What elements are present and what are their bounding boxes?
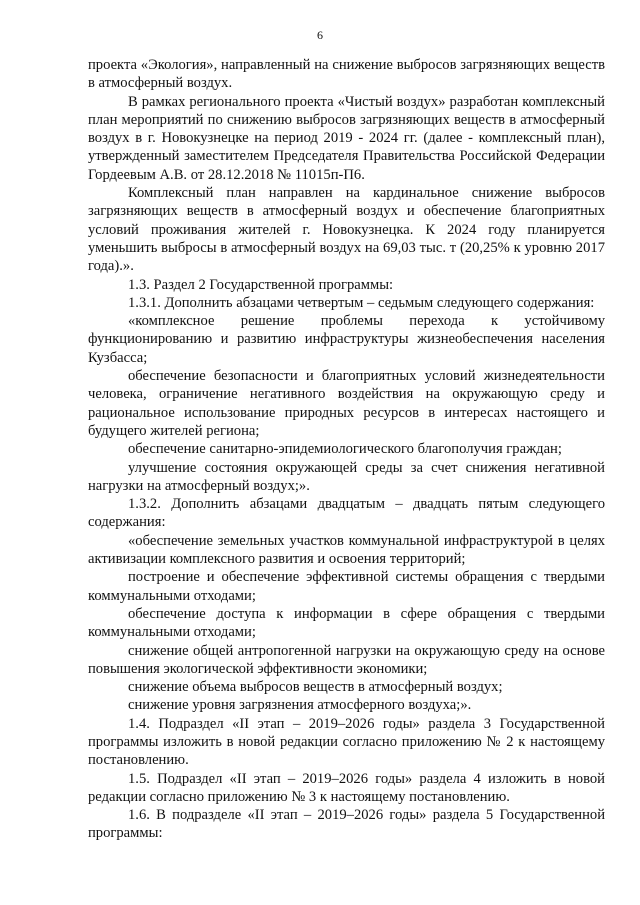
paragraph-list-item: обеспечение доступа к информации в сфере обращения с твердыми коммунальными отходами; [88,605,605,641]
paragraph-item-1-5: 1.5. Подраздел «II этап – 2019–2026 годы» раздела 4 изложить в новой редакции согласно приложению № 3 к настоящему постановлению. [88,770,605,805]
paragraph-item-1-3-2: 1.3.2. Дополнить абзацами двадцатым – двадцать пятым следующего содержания: [88,496,605,531]
paragraph-list-item: снижение общей антропогенной нагрузки на окружающую среду на основе повышения экологической эффективности экономики; [88,642,605,677]
paragraph-list-item: снижение уровня загрязнения атмосферного воздуха;». [128,697,472,714]
paragraph-continuation: проекта «Экология», направленный на снижение выбросов загрязняющих веществ в атмосферный воздух. [88,57,605,92]
paragraph-item-1-6: 1.6. В подразделе «II этап – 2019–2026 годы» раздела 5 Государственной программы: [88,807,605,842]
paragraph-list-item: обеспечение санитарно-эпидемиологического благополучия граждан; [128,441,562,458]
paragraph-list-item: улучшение состояния окружающей среды за счет снижения негативной нагрузки на атмосферный воздух;». [88,459,605,494]
paragraph-list-item: обеспечение безопасности и благоприятных условий жизнедеятельности человека, ограничение негативного воздействия на окружающую среду и рациональное использование природных ресурсов в интересах настоящего и будущего жителей региона; [88,368,605,439]
paragraph-complex-plan: Комплексный план направлен на кардинальное снижение выбросов загрязняющих веществ в атмосферный воздух и обеспечение благоприятных условий проживания жителей г. Новокузнецка. К 2024 году планируется уменьшить выбросы в атмосферный воздух на 69,03 тыс. т (20,25% к уровню 2017 года).». [88,185,605,275]
paragraph-list-item: «обеспечение земельных участков коммунальной инфраструктурой в целях активизации комплексного развития и освоения территорий; [88,532,605,568]
paragraph-list-item: «комплексное решение проблемы перехода к устойчивому функционированию и развитию инфраструктуры жизнеобеспечения населения Кузбасса; [88,313,605,366]
page-number: 6 [317,28,323,42]
paragraph-list-item: снижение объема выбросов веществ в атмосферный воздух; [128,679,503,696]
paragraph-list-item: построение и обеспечение эффективной системы обращения с твердыми коммунальными отходами; [88,569,605,604]
paragraph-section-heading: 1.3. Раздел 2 Государственной программы: [128,276,394,293]
paragraph-regional-project: В рамках регионального проекта «Чистый воздух» разработан комплексный план мероприятий по снижению выбросов загрязняющих веществ в атмосферный воздух в г. Новокузнецке на период 2019 - 2024 гг. (далее - комплексный план), утвержденный заместителем Председателя Правительства Российской Федерации Гордеевым А.В. от 28.12.2018 № 11015п-П6. [88,93,605,183]
paragraph-item-1-3-1: 1.3.1. Дополнить абзацами четвертым – седьмым следующего содержания: [128,294,595,311]
document-body [88,56,605,843]
paragraph-item-1-4: 1.4. Подраздел «II этап – 2019–2026 годы» раздела 3 Государственной программы изложить в новой редакции согласно приложению № 2 к настоящему постановлению. [88,715,605,769]
